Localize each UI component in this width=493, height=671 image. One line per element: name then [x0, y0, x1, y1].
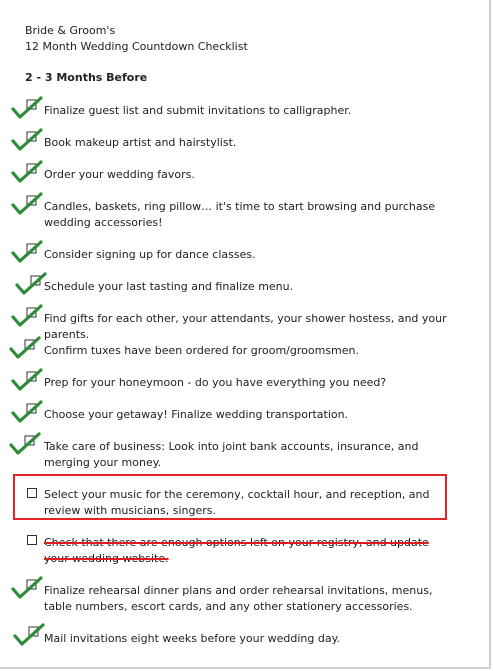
- green-checkmark-icon[interactable]: [8, 432, 42, 458]
- green-checkmark-icon[interactable]: [8, 336, 42, 362]
- checklist-item-highlighted: Select your music for the ceremony, cocktail hour, and reception, and review with musicians, singers.: [44, 488, 430, 517]
- checklist-item-struck: Check that there are enough options left on your registry, and update your wedding website.: [44, 536, 429, 565]
- section-title: 2 - 3 Months Before: [25, 71, 148, 84]
- green-checkmark-icon[interactable]: [10, 304, 44, 330]
- empty-checkbox-icon[interactable]: [27, 535, 37, 545]
- green-checkmark-icon[interactable]: [10, 128, 44, 154]
- checklist-item: Find gifts for each other, your attendants, your shower hostess, and your parents.: [44, 312, 447, 341]
- green-checkmark-icon[interactable]: [14, 272, 48, 298]
- checklist-item: Schedule your last tasting and finalize menu.: [44, 280, 294, 293]
- empty-checkbox-icon[interactable]: [27, 488, 37, 498]
- checklist-item: Finalize guest list and submit invitations to calligrapher.: [44, 104, 352, 117]
- checklist-item: Book makeup artist and hairstylist.: [44, 136, 237, 149]
- header-title-line1: Bride & Groom's: [25, 24, 116, 37]
- green-checkmark-icon[interactable]: [10, 368, 44, 394]
- green-checkmark-icon[interactable]: [10, 240, 44, 266]
- header-title-line2: 12 Month Wedding Countdown Checklist: [25, 40, 248, 53]
- checklist-item: Order your wedding favors.: [44, 168, 195, 181]
- green-checkmark-icon[interactable]: [10, 160, 44, 186]
- checklist-header: [25, 23, 248, 55]
- checklist-item: Mail invitations eight weeks before your wedding day.: [44, 632, 341, 645]
- checklist-item: Prep for your honeymoon - do you have everything you need?: [44, 376, 387, 389]
- checklist-item: Take care of business: Look into joint bank accounts, insurance, and merging your money.: [44, 440, 419, 469]
- green-checkmark-icon[interactable]: [10, 192, 44, 218]
- checklist-item: Choose your getaway! Finalize wedding transportation.: [44, 408, 349, 421]
- green-checkmark-icon[interactable]: [10, 96, 44, 122]
- checklist-item: Finalize rehearsal dinner plans and order rehearsal invitations, menus, table numbers, escort cards, and any other stationery accessories.: [44, 584, 433, 613]
- green-checkmark-icon[interactable]: [10, 576, 44, 602]
- checklist-item: Confirm tuxes have been ordered for groom/groomsmen.: [44, 344, 359, 357]
- checklist-item: Consider signing up for dance classes.: [44, 248, 256, 261]
- checklist-item: Candles, baskets, ring pillow… it's time to start browsing and purchase wedding accessories!: [44, 200, 436, 229]
- green-checkmark-icon[interactable]: [10, 400, 44, 426]
- green-checkmark-icon[interactable]: [12, 623, 46, 649]
